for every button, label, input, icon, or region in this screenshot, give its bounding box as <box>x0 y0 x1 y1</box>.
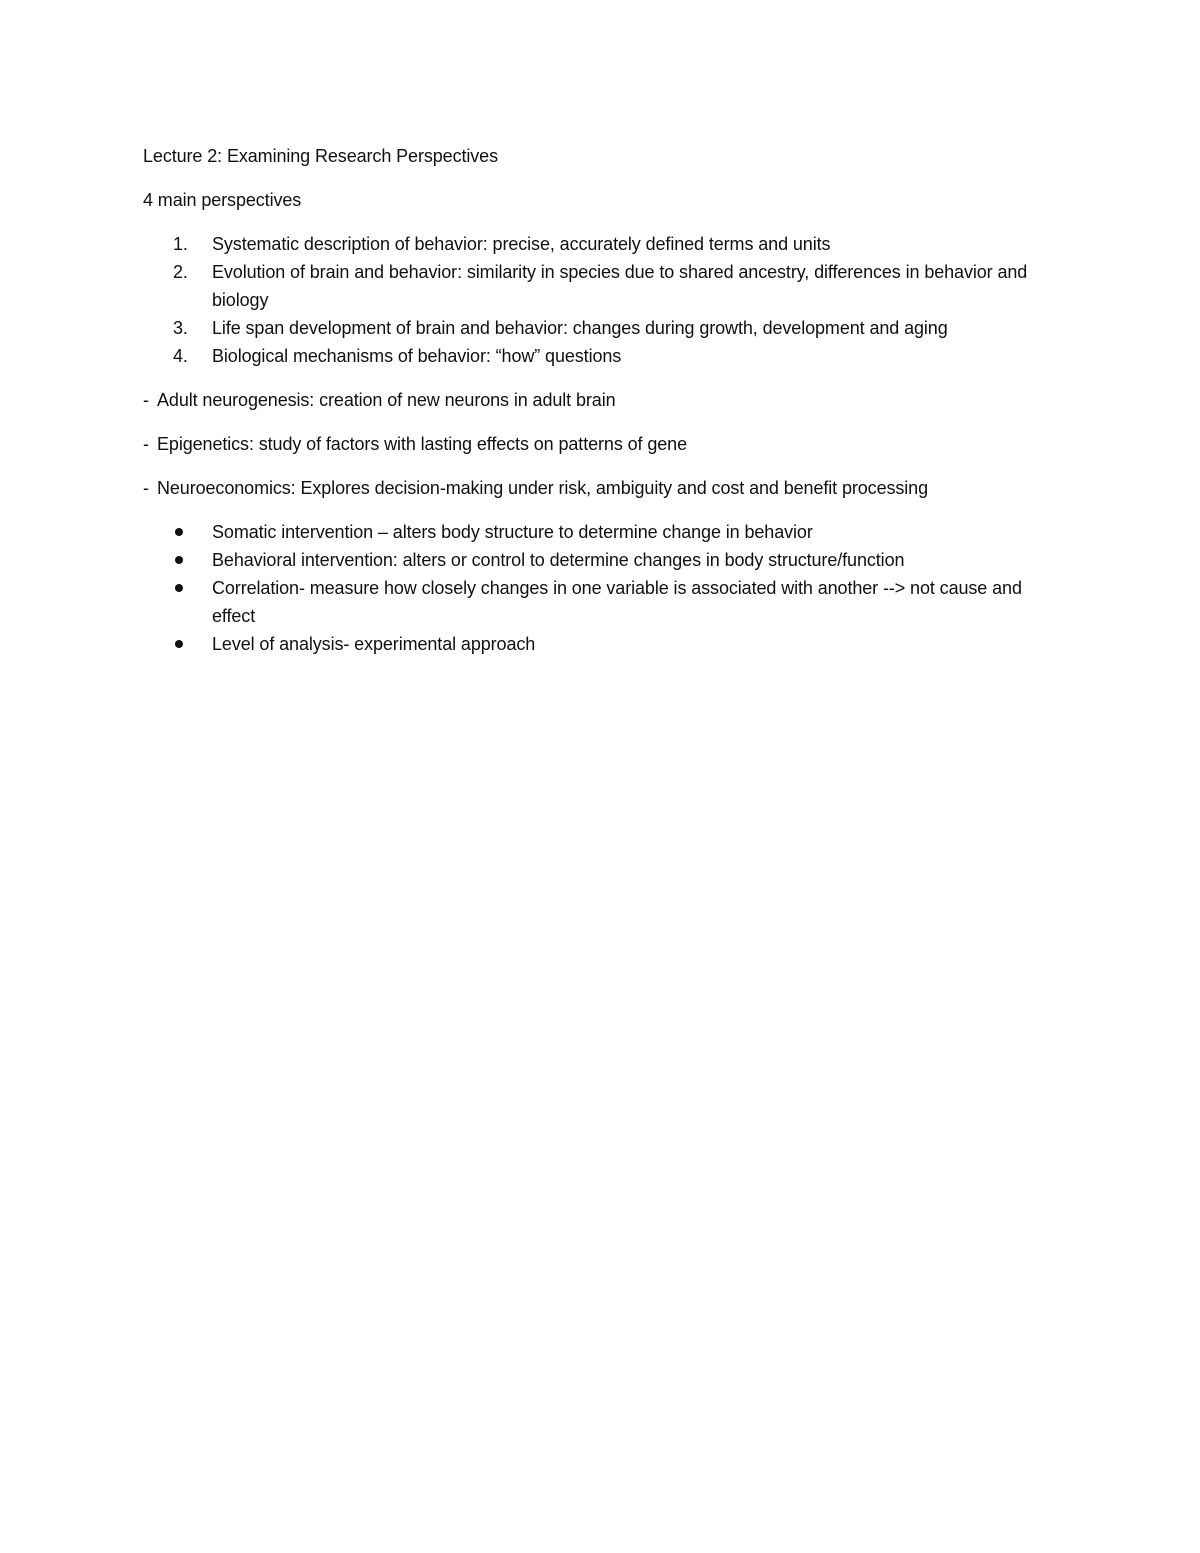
list-number: 3. <box>173 318 188 338</box>
bullet-list <box>143 518 1043 658</box>
dash-item <box>143 386 1043 414</box>
list-item-text: Correlation- measure how closely changes in one variable is associated with another --> not cause and effect <box>212 578 1022 626</box>
list-item <box>143 546 1043 574</box>
page-title: Lecture 2: Examining Research Perspectives <box>143 146 498 166</box>
bullet-icon <box>175 528 183 536</box>
list-number: 1. <box>173 234 188 254</box>
list-item-text: Systematic description of behavior: precise, accurately defined terms and units <box>212 234 831 254</box>
list-number: 4. <box>173 346 188 366</box>
list-item-text: Behavioral intervention: alters or control to determine changes in body structure/function <box>212 550 905 570</box>
list-item-text: Evolution of brain and behavior: similarity in species due to shared ancestry, differences in behavior and biology <box>212 262 1028 310</box>
list-item <box>143 342 1043 370</box>
list-item <box>143 230 1043 258</box>
dash-marker: - <box>143 434 149 454</box>
dash-item-text: Neuroeconomics: Explores decision-making under risk, ambiguity and cost and benefit processing <box>157 478 928 498</box>
dash-item-text: Epigenetics: study of factors with lasting effects on patterns of gene <box>157 434 687 454</box>
list-item <box>143 258 1043 314</box>
list-item-text: Life span development of brain and behavior: changes during growth, development and aging <box>212 318 948 338</box>
numbered-list <box>143 230 1043 370</box>
dash-item-text: Adult neurogenesis: creation of new neurons in adult brain <box>157 390 616 410</box>
bullet-icon <box>175 584 183 592</box>
list-item <box>143 518 1043 546</box>
list-number: 2. <box>173 262 188 282</box>
section-subtitle: 4 main perspectives <box>143 190 302 210</box>
dash-item <box>143 430 1043 458</box>
document-content <box>143 142 1043 658</box>
list-item-text: Somatic intervention – alters body structure to determine change in behavior <box>212 522 813 542</box>
list-item-text: Level of analysis- experimental approach <box>212 634 536 654</box>
list-item <box>143 630 1043 658</box>
dash-marker: - <box>143 390 149 410</box>
bullet-icon <box>175 556 183 564</box>
dash-item <box>143 474 1043 502</box>
dash-marker: - <box>143 478 149 498</box>
list-item-text: Biological mechanisms of behavior: “how” questions <box>212 346 622 366</box>
bullet-icon <box>175 640 183 648</box>
list-item <box>143 314 1043 342</box>
list-item <box>143 574 1043 630</box>
